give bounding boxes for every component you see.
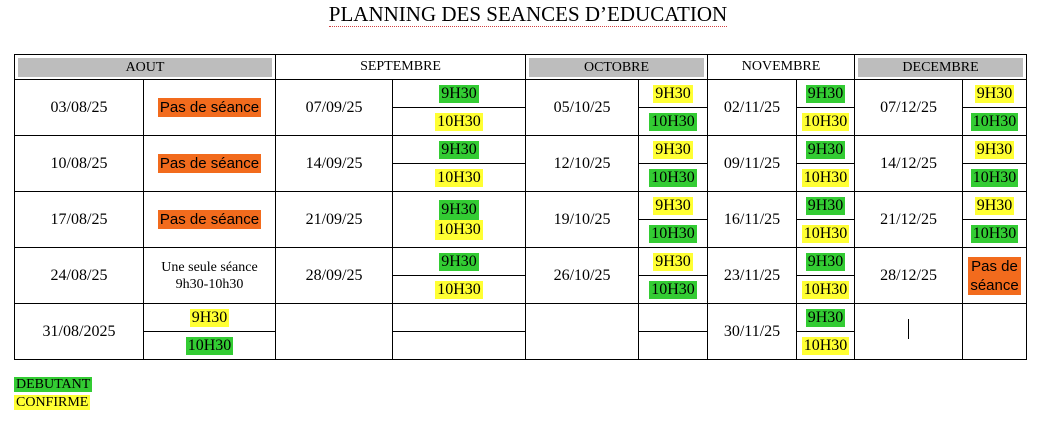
planning-table xyxy=(14,54,1027,360)
date-cell: 21/09/25 xyxy=(276,192,393,248)
confirme-slot: 9H30 xyxy=(976,196,1013,214)
confirme-slot: 10H30 xyxy=(803,280,848,298)
no-session-badge: Pas de séance xyxy=(159,211,260,228)
date-cell: 21/12/25 xyxy=(855,192,963,248)
date-cell: 07/12/25 xyxy=(855,80,963,136)
slot-cell xyxy=(963,136,1027,192)
slot-cell xyxy=(393,192,526,248)
confirme-slot: 9H30 xyxy=(655,252,691,270)
debutant-slot: 9H30 xyxy=(807,308,844,326)
table-row xyxy=(15,192,1027,248)
empty-slot-cell xyxy=(963,304,1027,360)
table-row xyxy=(15,248,1027,304)
confirme-slot: 10H30 xyxy=(803,168,848,186)
table-row xyxy=(15,136,1027,192)
no-session-badge: Pas de séance xyxy=(159,99,260,116)
slot-cell xyxy=(639,80,708,136)
debutant-slot: 9H30 xyxy=(441,252,477,270)
confirme-slot: 9H30 xyxy=(976,140,1013,158)
slot-cell xyxy=(393,248,526,304)
table-row xyxy=(15,304,1027,360)
slot-cell xyxy=(963,248,1027,304)
date-cell: 26/10/25 xyxy=(526,248,639,304)
confirme-slot: 10H30 xyxy=(803,224,848,242)
slot-cell xyxy=(639,136,708,192)
debutant-slot: 10H30 xyxy=(651,112,695,130)
month-header-row xyxy=(15,55,1027,80)
confirme-slot: 9H30 xyxy=(655,196,691,214)
date-cell: 24/08/25 xyxy=(15,248,144,304)
date-cell: 30/11/25 xyxy=(708,304,797,360)
confirme-slot: 10H30 xyxy=(437,112,481,130)
single-session-note: Une seule séance xyxy=(161,259,258,275)
confirme-slot: 10H30 xyxy=(437,280,481,298)
empty-slot-cell xyxy=(639,304,708,360)
debutant-slot: 10H30 xyxy=(651,168,695,186)
debutant-slot: 9H30 xyxy=(807,84,844,102)
debutant-slot: 10H30 xyxy=(651,224,695,242)
slot-cell xyxy=(144,136,276,192)
month-header-aout: AOUT xyxy=(15,55,276,80)
date-cell: 28/09/25 xyxy=(276,248,393,304)
single-session-time: 9h30-10h30 xyxy=(175,276,244,292)
debutant-slot: 9H30 xyxy=(807,196,844,214)
slot-cell xyxy=(797,136,855,192)
debutant-slot: 10H30 xyxy=(651,280,695,298)
slot-cell xyxy=(797,248,855,304)
confirme-slot: 9H30 xyxy=(655,140,691,158)
slot-cell xyxy=(144,248,276,304)
confirme-slot: 10H30 xyxy=(437,168,481,186)
debutant-slot: 10H30 xyxy=(187,336,232,354)
empty-slot-cell xyxy=(393,304,526,360)
slot-cell xyxy=(797,80,855,136)
no-session-badge: séance xyxy=(970,276,1019,294)
slot-cell xyxy=(797,192,855,248)
month-header-septembre: SEPTEMBRE xyxy=(276,55,526,80)
confirme-slot: 10H30 xyxy=(437,220,481,238)
date-cell: 12/10/25 xyxy=(526,136,639,192)
debutant-slot: 9H30 xyxy=(441,140,477,158)
slot-cell xyxy=(963,80,1027,136)
slot-cell xyxy=(144,304,276,360)
slot-cell xyxy=(393,136,526,192)
slot-cell xyxy=(144,192,276,248)
debutant-slot: 10H30 xyxy=(972,168,1017,186)
text-cursor-cell[interactable] xyxy=(855,304,963,360)
empty-cell xyxy=(276,304,393,360)
empty-cell xyxy=(526,304,639,360)
date-cell: 05/10/25 xyxy=(526,80,639,136)
page-title: PLANNING DES SEANCES D’EDUCATION xyxy=(328,2,728,26)
slot-cell xyxy=(393,80,526,136)
table-row xyxy=(15,80,1027,136)
month-header-novembre: NOVEMBRE xyxy=(708,55,855,80)
date-cell: 23/11/25 xyxy=(708,248,797,304)
debutant-slot: 9H30 xyxy=(807,140,844,158)
confirme-slot: 9H30 xyxy=(191,308,228,326)
no-session-badge: Pas de xyxy=(971,257,1018,275)
slot-cell xyxy=(797,304,855,360)
date-cell: 02/11/25 xyxy=(708,80,797,136)
slot-cell xyxy=(963,192,1027,248)
date-cell: 10/08/25 xyxy=(15,136,144,192)
confirme-slot: 10H30 xyxy=(803,112,848,130)
debutant-slot: 10H30 xyxy=(972,112,1017,130)
debutant-slot: 9H30 xyxy=(441,84,477,102)
date-cell: 14/12/25 xyxy=(855,136,963,192)
slot-cell xyxy=(144,80,276,136)
month-header-octobre: OCTOBRE xyxy=(526,55,708,80)
confirme-slot: 9H30 xyxy=(655,84,691,102)
date-cell: 03/08/25 xyxy=(15,80,144,136)
legend-debutant: DEBUTANT xyxy=(16,377,91,392)
date-cell: 07/09/25 xyxy=(276,80,393,136)
date-cell: 19/10/25 xyxy=(526,192,639,248)
date-cell: 09/11/25 xyxy=(708,136,797,192)
date-cell: 31/08/2025 xyxy=(15,304,144,360)
month-header-decembre: DECEMBRE xyxy=(855,55,1027,80)
slot-cell xyxy=(639,248,708,304)
debutant-slot: 9H30 xyxy=(441,200,477,218)
debutant-slot: 9H30 xyxy=(807,252,844,270)
date-cell: 17/08/25 xyxy=(15,192,144,248)
confirme-slot: 10H30 xyxy=(803,336,848,354)
legend-confirme: CONFIRME xyxy=(16,395,89,410)
date-cell: 14/09/25 xyxy=(276,136,393,192)
confirme-slot: 9H30 xyxy=(976,84,1013,102)
date-cell: 16/11/25 xyxy=(708,192,797,248)
debutant-slot: 10H30 xyxy=(972,224,1017,242)
no-session-badge: Pas de séance xyxy=(159,155,260,172)
slot-cell xyxy=(639,192,708,248)
text-cursor xyxy=(908,319,909,339)
date-cell: 28/12/25 xyxy=(855,248,963,304)
